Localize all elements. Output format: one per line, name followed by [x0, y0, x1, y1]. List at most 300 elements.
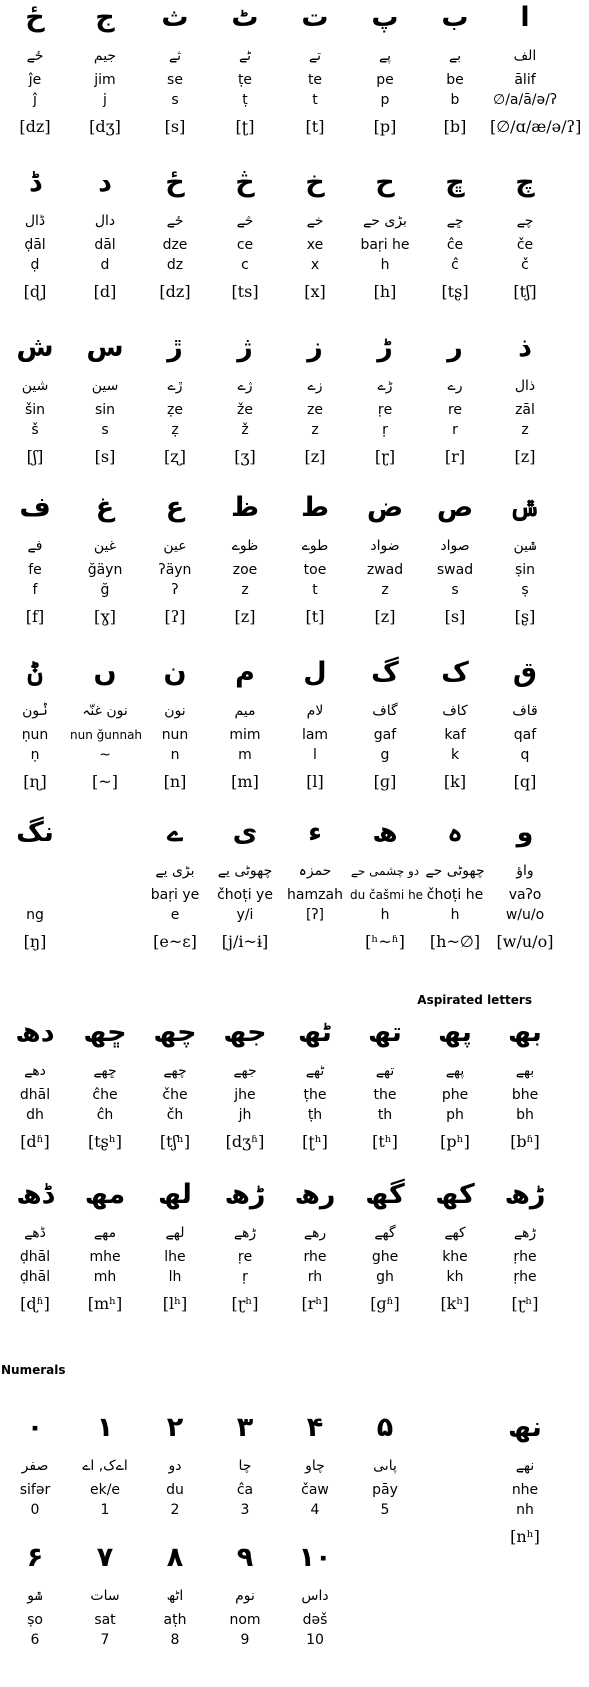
- letter-glyph: ڇھ: [83, 1017, 127, 1048]
- letter-romanization: ẓ: [171, 422, 179, 438]
- letter-romanization: j: [103, 92, 107, 108]
- letter-cell: [0, 1540, 70, 1680]
- letter-cell: [210, 655, 280, 795]
- letter-glyph: ذ: [518, 332, 532, 363]
- letter-glyph: ۴: [306, 1412, 324, 1443]
- letter-cell: [0, 1015, 70, 1155]
- letter-romanization: [490, 1630, 560, 1650]
- letter-transliteration: dāl: [94, 237, 116, 253]
- letter-name: [70, 857, 140, 885]
- letter-transliteration: ce: [236, 237, 254, 253]
- letter-transliteration: čhoṭi he: [426, 887, 484, 903]
- letter-glyph: تھ: [368, 1017, 402, 1048]
- letter-glyph: رھ: [294, 1179, 336, 1210]
- letter-romanization: 8: [170, 1632, 180, 1648]
- letter-cell: [70, 0, 140, 140]
- letter-romanization: k: [450, 747, 460, 763]
- letter-name: چھے: [163, 1063, 187, 1079]
- letter-ipa: [dʒʱ]: [225, 1132, 265, 1151]
- letter-cell: [140, 165, 210, 305]
- letter-romanization: ~: [99, 747, 111, 763]
- letter-ipa: [p]: [373, 117, 397, 136]
- letter-glyph: ژ: [237, 332, 253, 363]
- letter-romanization: ṭh: [307, 1107, 323, 1123]
- numerals-row-cells: [0, 1540, 560, 1680]
- letter-romanization: 3: [240, 1502, 250, 1518]
- letter-name: غین: [93, 538, 117, 554]
- letter-name: چاو: [305, 1458, 325, 1474]
- letter-glyph: ݜ: [509, 492, 541, 523]
- letter-romanization: mh: [93, 1269, 117, 1285]
- letter-glyph: ۵: [376, 1412, 394, 1443]
- letter-glyph: ڑ: [377, 332, 393, 363]
- letter-transliteration: ṇun: [21, 727, 49, 743]
- letter-name: حمزہ: [298, 863, 332, 879]
- letter-name: اٹھ: [166, 1588, 184, 1604]
- letter-ipa: [kʰ]: [440, 1294, 470, 1313]
- letter-romanization: l: [313, 747, 317, 763]
- letter-glyph: ۱: [96, 1412, 114, 1443]
- letter-ipa: [ɖʱ]: [20, 1294, 50, 1313]
- letter-glyph: ی: [232, 817, 258, 848]
- letter-name: خے: [306, 213, 324, 229]
- letter-ipa: [f]: [25, 607, 45, 626]
- letter-ipa: [dʒ]: [89, 117, 121, 136]
- letter-name: زے: [307, 378, 323, 394]
- letter-ipa: [s]: [94, 447, 116, 466]
- letter-cell: [280, 165, 350, 305]
- letter-glyph: ڈھ: [16, 1179, 54, 1210]
- letter-name: بڑی یے: [155, 863, 195, 879]
- letter-glyph: بھ: [508, 1017, 542, 1048]
- letter-ipa: [lʰ]: [162, 1294, 188, 1313]
- letter-cell: [280, 655, 350, 795]
- letter-romanization: p: [380, 92, 390, 108]
- letter-cell: [70, 1410, 140, 1550]
- letter-transliteration: gaf: [373, 727, 397, 743]
- letter-name: سات: [90, 1588, 120, 1604]
- letter-romanization: s: [171, 92, 179, 108]
- letter-glyph: ڇ: [445, 167, 465, 198]
- letter-ipa: [ʒ]: [234, 447, 256, 466]
- letter-ipa: [h]: [373, 282, 397, 301]
- letter-name: کاف: [442, 703, 468, 719]
- letter-glyph: ۱۰: [298, 1542, 332, 1573]
- letter-ipa: [q]: [513, 772, 537, 791]
- letter-ipa: [d]: [93, 282, 117, 301]
- letter-name: تھے: [375, 1063, 395, 1079]
- letter-cell: [210, 1015, 280, 1155]
- letter-name: چا: [238, 1458, 252, 1474]
- letter-cell: [420, 815, 490, 955]
- letter-cell: [0, 490, 70, 630]
- letter-transliteration: [70, 885, 140, 905]
- letter-romanization: 2: [170, 1502, 180, 1518]
- letter-romanization: [420, 1630, 490, 1650]
- letter-romanization: rh: [307, 1269, 323, 1285]
- letter-romanization: s: [451, 582, 459, 598]
- letter-transliteration: pe: [376, 72, 394, 88]
- letter-ipa: [bʱ]: [510, 1132, 540, 1151]
- letter-name: بھے: [515, 1063, 535, 1079]
- letter-glyph: ں: [93, 657, 117, 688]
- letter-transliteration: [490, 1610, 560, 1630]
- letter-cell: [420, 1410, 490, 1550]
- letter-name: ݨون: [22, 703, 48, 719]
- letter-transliteration: dze: [162, 237, 188, 253]
- letter-cell: [350, 1177, 420, 1317]
- letter-transliteration: nhe: [511, 1482, 539, 1498]
- letter-ipa: [70, 1654, 140, 1680]
- letter-romanization: dz: [166, 257, 184, 273]
- letter-romanization: č: [521, 257, 529, 273]
- letter-transliteration: ṣo: [27, 1612, 43, 1628]
- aspirated-row: [0, 1015, 560, 1155]
- letter-romanization: z: [521, 422, 529, 438]
- letter-glyph: پ: [371, 2, 399, 33]
- letter-transliteration: že: [237, 402, 253, 418]
- letter-name: بے: [448, 48, 462, 64]
- letter-romanization: w/u/o: [505, 907, 545, 923]
- letter-name: فے: [27, 538, 43, 554]
- letter-ipa: [rʰ]: [301, 1294, 329, 1313]
- letter-ipa: [s]: [444, 607, 466, 626]
- letter-transliteration: jim: [94, 72, 116, 88]
- letter-name: جیم: [93, 48, 117, 64]
- letter-ipa: [∅/ɑ/æ/ə/ʔ]: [490, 117, 582, 136]
- letter-transliteration: ẓe: [167, 402, 183, 418]
- letter-cell: [420, 1015, 490, 1155]
- letter-transliteration: toe: [303, 562, 327, 578]
- letter-romanization: ğ: [100, 582, 110, 598]
- letter-ipa: [n]: [163, 772, 187, 791]
- alphabet-row-cells: [0, 655, 560, 795]
- letter-name: چے: [516, 213, 534, 229]
- letter-transliteration: nun ğunnah: [70, 728, 143, 742]
- letter-romanization: q: [520, 747, 530, 763]
- letter-name: پے: [378, 48, 392, 64]
- letter-cell: [70, 165, 140, 305]
- letter-name: گاف: [372, 703, 398, 719]
- letter-name: صواد: [440, 538, 470, 554]
- letter-name: ڑھے: [513, 1225, 537, 1241]
- letter-name: واؤ: [516, 863, 534, 879]
- letter-glyph: ۹: [236, 1542, 254, 1573]
- letter-transliteration: ṭhe: [303, 1087, 327, 1103]
- letter-ipa: [ɣ]: [93, 607, 117, 626]
- letter-name: قاف: [512, 703, 538, 719]
- letter-transliteration: xe: [306, 237, 324, 253]
- letter-transliteration: zwad: [366, 562, 404, 578]
- letter-glyph: ڈ: [28, 167, 42, 198]
- letter-glyph: دھ: [15, 1017, 55, 1048]
- letter-romanization: ž: [241, 422, 249, 438]
- letter-name: رھے: [303, 1225, 327, 1241]
- letter-transliteration: du: [166, 1482, 184, 1498]
- letter-romanization: h: [450, 907, 460, 923]
- letter-ipa: [l]: [306, 772, 324, 791]
- letter-romanization: d: [100, 257, 110, 273]
- letter-ipa: [420, 1654, 490, 1680]
- letter-transliteration: baṛi ye: [150, 887, 200, 903]
- letter-romanization: y/i: [236, 907, 254, 923]
- letter-cell: [280, 0, 350, 140]
- letter-romanization: x: [310, 257, 320, 273]
- letter-ipa: [ʰ~ʱ]: [365, 932, 405, 951]
- letter-ipa: [mʰ]: [87, 1294, 123, 1313]
- letter-transliteration: ĉhe: [92, 1087, 118, 1103]
- letter-transliteration: swad: [436, 562, 474, 578]
- letter-glyph: ص: [436, 492, 474, 523]
- letter-cell: [280, 1540, 350, 1680]
- letter-cell: [210, 1410, 280, 1550]
- letter-glyph: [350, 1540, 420, 1576]
- letter-cell: [490, 0, 582, 140]
- letter-cell: [350, 815, 424, 955]
- letter-romanization: ṛ: [382, 422, 388, 438]
- letter-romanization: m: [238, 747, 252, 763]
- letter-transliteration: aṭh: [163, 1612, 187, 1628]
- letter-glyph: خ: [305, 167, 325, 198]
- letter-glyph: ۳: [236, 1412, 254, 1443]
- letter-ipa: [ɡ]: [373, 772, 397, 791]
- letter-transliteration: khe: [442, 1249, 468, 1265]
- letter-glyph: چ: [515, 167, 535, 198]
- letter-ipa: [nʰ]: [510, 1527, 540, 1546]
- letter-glyph: ۷: [96, 1542, 114, 1573]
- letter-cell: [140, 490, 210, 630]
- letter-transliteration: pāy: [372, 1482, 398, 1498]
- letter-cell: [140, 0, 210, 140]
- letter-transliteration: ṛe: [237, 1249, 253, 1265]
- letter-romanization: 0: [30, 1502, 40, 1518]
- letter-ipa: [w/u/o]: [496, 932, 554, 951]
- numerals-row-cells: [0, 1410, 560, 1550]
- letter-ipa: [r]: [444, 447, 466, 466]
- letter-ipa: [280, 1654, 350, 1680]
- letter-romanization: ṇ: [30, 747, 40, 763]
- letter-name: ٹھے: [305, 1063, 325, 1079]
- letter-ipa: [x]: [304, 282, 326, 301]
- letter-transliteration: hamzah: [287, 887, 343, 903]
- letter-glyph: ڑھ: [224, 1179, 266, 1210]
- letter-romanization: c: [241, 257, 249, 273]
- letter-cell: [70, 1177, 140, 1317]
- letter-transliteration: kaf: [444, 727, 466, 743]
- letter-ipa: [280, 929, 350, 955]
- letter-glyph: جھ: [223, 1017, 267, 1048]
- letter-name: نھے: [515, 1458, 535, 1474]
- letter-cell: [0, 0, 70, 140]
- letter-glyph: نگ: [16, 817, 54, 848]
- letter-ipa: [490, 1654, 560, 1680]
- alphabet-row-cells: [0, 165, 560, 305]
- letter-glyph: نھ: [508, 1412, 542, 1443]
- letter-transliteration: ĉe: [446, 237, 464, 253]
- letter-glyph: ظ: [230, 492, 260, 523]
- letter-ipa: [e~ɛ]: [153, 932, 197, 951]
- letter-name: ڇھے: [93, 1063, 117, 1079]
- letter-cell: [280, 1177, 350, 1317]
- letter-name: گھے: [374, 1225, 396, 1241]
- letter-name: ݜین: [513, 538, 537, 554]
- letter-glyph: ڙ: [167, 332, 183, 363]
- letter-ipa: [210, 1654, 280, 1680]
- letter-glyph: [70, 815, 140, 851]
- letter-cell: [490, 815, 560, 955]
- letter-ipa: [0, 1654, 70, 1680]
- letter-name: سین: [91, 378, 119, 394]
- letter-transliteration: [0, 885, 70, 905]
- letter-cell: [210, 815, 280, 955]
- letter-glyph: ۲: [166, 1412, 184, 1443]
- numerals-heading: Numerals: [1, 1363, 66, 1377]
- letter-name: ځے: [166, 213, 184, 229]
- letter-name: ٹے: [238, 48, 252, 64]
- letter-name: نون: [164, 703, 186, 719]
- letter-transliteration: sat: [94, 1612, 116, 1628]
- letter-cell: [490, 1177, 560, 1317]
- letter-name: ڑھے: [233, 1225, 257, 1241]
- letter-name: داس: [301, 1588, 329, 1604]
- letter-transliteration: šin: [24, 402, 46, 418]
- letter-name: [0, 857, 70, 885]
- letter-name: ثے: [168, 48, 182, 64]
- letter-cell: [140, 1177, 210, 1317]
- letter-transliteration: ṛe: [377, 402, 393, 418]
- letter-glyph: ش: [16, 332, 54, 363]
- letter-transliteration: čhe: [162, 1087, 188, 1103]
- letter-romanization: ĉh: [96, 1107, 114, 1123]
- letter-romanization: jh: [238, 1107, 252, 1123]
- letter-transliteration: ʔäyn: [158, 562, 192, 578]
- letter-ipa: [tʂ]: [441, 282, 469, 301]
- letter-romanization: [70, 905, 140, 925]
- letter-transliteration: čaw: [301, 1482, 329, 1498]
- letter-cell: [490, 490, 560, 630]
- letter-ipa: [s]: [164, 117, 186, 136]
- alphabet-row-cells: [0, 490, 560, 630]
- letter-romanization: f: [32, 582, 38, 598]
- letter-ipa: [ʈ]: [235, 117, 255, 136]
- letter-romanization: 7: [100, 1632, 110, 1648]
- letter-romanization: dh: [26, 1107, 44, 1123]
- letter-name: ݜو: [27, 1588, 43, 1604]
- letter-cell: [350, 490, 420, 630]
- letter-glyph: ب: [441, 2, 469, 33]
- letter-glyph: ݨ: [27, 657, 43, 688]
- letter-glyph: س: [86, 332, 124, 363]
- letter-name: ڇے: [446, 213, 464, 229]
- letter-ipa: [350, 1654, 420, 1680]
- letter-cell: [490, 1410, 560, 1550]
- letter-transliteration: ĵe: [28, 72, 42, 88]
- letter-romanization: ḍ: [30, 257, 40, 273]
- letter-romanization: t: [312, 582, 318, 598]
- letter-transliteration: ğäyn: [87, 562, 123, 578]
- letter-glyph: ا: [520, 2, 530, 33]
- letter-romanization: z: [311, 422, 319, 438]
- letter-glyph: ق: [512, 657, 538, 688]
- letter-name: [420, 1452, 490, 1480]
- letter-romanization: ṛhe: [513, 1269, 537, 1285]
- letter-name: دال: [94, 213, 116, 229]
- letter-glyph: ۶: [26, 1542, 44, 1573]
- letter-transliteration: te: [307, 72, 323, 88]
- letter-cell: [350, 1410, 420, 1550]
- alphabet-row: [0, 330, 560, 470]
- letter-name: الف: [513, 48, 537, 64]
- letter-name: لام: [306, 703, 324, 719]
- letter-cell: [280, 1015, 350, 1155]
- letter-ipa: [tʰ]: [372, 1132, 398, 1151]
- letter-name: رے: [447, 378, 463, 394]
- letter-transliteration: ālif: [514, 72, 536, 88]
- letter-cell: [0, 165, 70, 305]
- letter-ipa: [z]: [234, 607, 256, 626]
- letter-ipa: [ɖ]: [23, 282, 47, 301]
- letter-transliteration: ṣin: [514, 562, 536, 578]
- letter-romanization: b: [450, 92, 460, 108]
- letter-ipa: [b]: [443, 117, 467, 136]
- letter-glyph: م: [235, 657, 255, 688]
- letter-ipa: [tʂʰ]: [87, 1132, 123, 1151]
- letter-glyph: ٹ: [231, 2, 259, 33]
- letter-romanization: čh: [166, 1107, 184, 1123]
- numerals-row: [0, 1540, 560, 1680]
- letter-glyph: ځ: [165, 167, 185, 198]
- letter-transliteration: [350, 1610, 420, 1630]
- letter-glyph: ٹھ: [298, 1017, 332, 1048]
- alphabet-row-cells: [0, 330, 560, 470]
- letter-name: ڑے: [377, 378, 393, 394]
- letter-name: [490, 1582, 560, 1610]
- letter-romanization: nh: [516, 1502, 534, 1518]
- letter-ipa: [ʐ]: [163, 447, 187, 466]
- alphabet-row-cells: [0, 815, 560, 955]
- letter-transliteration: [420, 1610, 490, 1630]
- letter-transliteration: ḍhāl: [19, 1249, 51, 1265]
- letter-cell: [70, 1540, 140, 1680]
- letter-transliteration: se: [167, 72, 183, 88]
- letter-name: تے: [308, 48, 322, 64]
- letter-romanization: h: [380, 907, 390, 923]
- letter-cell: [140, 1015, 210, 1155]
- letter-romanization: [350, 1630, 420, 1650]
- letter-romanization: ṛ: [242, 1269, 248, 1285]
- letter-glyph: ځ: [25, 2, 45, 33]
- letter-cell: [140, 330, 210, 470]
- letter-romanization: ʔ: [171, 582, 179, 598]
- letter-romanization: ṭ: [242, 92, 248, 108]
- letter-name: اےک, اے: [82, 1458, 128, 1474]
- letter-name: ڈھے: [24, 1225, 46, 1241]
- letter-romanization: h: [380, 257, 390, 273]
- letter-romanization: e: [170, 907, 180, 923]
- letter-cell: [70, 815, 140, 955]
- letter-transliteration: ṭe: [237, 72, 253, 88]
- letter-name: میم: [234, 703, 256, 719]
- letter-cell: [420, 1177, 490, 1317]
- letter-ipa: [j/i~ɨ]: [221, 932, 269, 951]
- letter-name: ظوے: [231, 538, 259, 554]
- letter-name: دو: [168, 1458, 182, 1474]
- letter-cell: [0, 1410, 70, 1550]
- letter-glyph: ط: [300, 492, 330, 523]
- letter-name: ذال: [514, 378, 536, 394]
- letter-transliteration: mim: [229, 727, 261, 743]
- letter-romanization: z: [381, 582, 389, 598]
